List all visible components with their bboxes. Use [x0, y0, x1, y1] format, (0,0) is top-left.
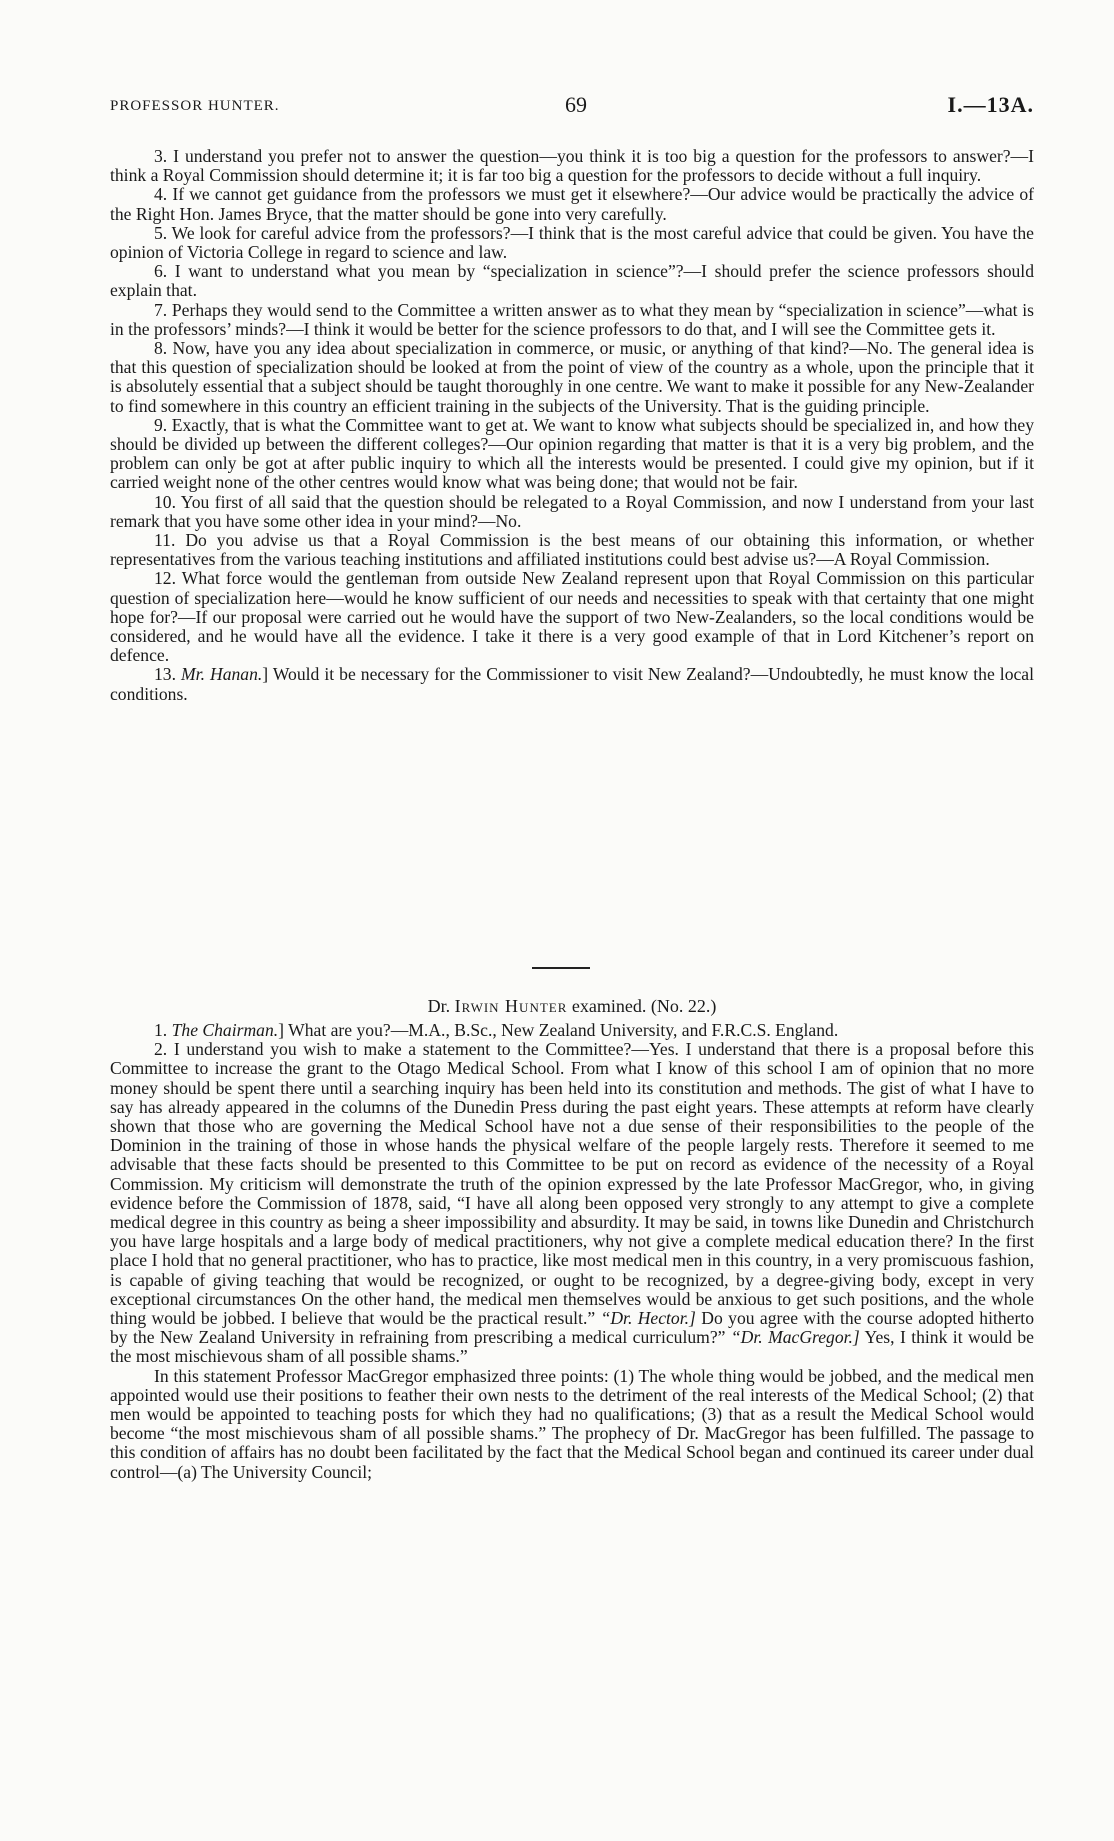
witness-heading [110, 996, 1034, 1017]
paragraph-q8: 8. Now, have you any idea about specialization in commerce, or music, or anything of that kind?—No. The general idea is that this question of specialization should be looked at from the point of view of the country as a whole, upon the principle that it is absolutely essential that a subject should be taught thoroughly in one centre. We want to make it possible for any New-Zealander to find somewhere in this country an efficient training in the subjects of the University. That is the guiding principle. [110, 338, 1034, 416]
paragraph-q7: 7. Perhaps they would send to the Committee a written answer as to what they mean by “specialization in science”—what is in the professors’ minds?—I think it would be better for the science professors to do that, and I will see the Committee gets it. [110, 299, 1034, 339]
paragraph-q2 [110, 1040, 1034, 1366]
question-text: What are you?—M.A., B.Sc., New Zealand University, and F.R.C.S. England. [288, 1020, 839, 1040]
paragraph-q9: 9. Exactly, that is what the Committee want to get at. We want to know what subjects should be specialized in, and how they should be divided up between the different colleges?—Our opinion regarding that matter is that it is a very big problem, and the problem can only be got at after public inquiry to which all the interests would be presented. I could give my opinion, but if it carried weight none of the other centres would know what was being done; that would not be fair. [110, 414, 1034, 493]
paragraph-q5: 5. We look for careful advice from the professors?—I think that is the most careful advice that could be given. You have the opinion of Victoria College in regard to science and law. [110, 222, 1034, 263]
paragraph-q13: 13. Mr. Hanan.] Would it be necessary for the Commissioner to visit New Zealand?—Undoubtedly, he must know the local conditions. [110, 664, 1035, 704]
speaker-name: The Chairman. [171, 1020, 279, 1040]
witness-title: Dr. [427, 996, 451, 1016]
witness-evidence [110, 1021, 1034, 1482]
paragraph-q12: 12. What force would the gentleman from outside New Zealand represent upon that Royal Commission on this particular question of specialization here—would he know sufficient of our needs and necessities to speak with that certainty that one might hope for?—If our proposal were carried out he would have the support of two New-Zealanders, so the local conditions would be considered, and he would have all the evidence. I take it there is a very good example of that in Lord Kitchener’s report on defence. [110, 568, 1034, 666]
evidence-continuation [110, 147, 1034, 704]
paragraph-q4: 4. If we cannot get guidance from the professors we must get it elsewhere?—Our advice would be practically the advice of the Right Hon. James Bryce, that the matter should be gone into very carefully. [110, 184, 1034, 224]
witness-name: Irwin Hunter [454, 996, 568, 1016]
paragraph-q3: 3. I understand you prefer not to answer the question—you think it is too big a question for the professors to answer?—I think a Royal Commission should determine it; it is far too big a question for the professors to decide without a full inquiry. [110, 146, 1034, 186]
question-text: Would it be necessary for the Commissioner to visit New Zealand?—Undoubtedly, he must know the local conditions. [110, 664, 1035, 704]
paragraph-q11: 11. Do you advise us that a Royal Commission is the best means of our obtaining this information, or whether representatives from the various teaching institutions and affiliated institutions could best advise us?—A Royal Commission. [110, 530, 1034, 570]
section-divider [532, 967, 590, 969]
statement-text: Do you agree with the course adopted hitherto by the New Zealand University in refraining from prescribing a medical curriculum?” [110, 1308, 1034, 1348]
paragraph-analysis: In this statement Professor MacGregor emphasized three points: (1) The whole thing would be jobbed, and the medical men appointed would use their positions to feather their own nests to the detriment of the real interests of the Medical School; (2) that men would be appointed to teaching posts for which they had no qualifications; (3) that as a result the Medical School would become “the most mischievous sham of all possible shams.” The prophecy of Dr. MacGregor has been fulfilled. The passage to this condition of affairs has no doubt been facilitated by the fact that the Medical School began and continued its career under dual control—(a) The University Council; [110, 1365, 1034, 1482]
paragraph-q1: 1. The Chairman.] What are you?—M.A., B.Sc., New Zealand University, and F.R.C.S. England. [154, 1020, 839, 1040]
document-reference: I.—13A. [947, 92, 1034, 117]
question-number: 13. [154, 664, 176, 685]
speaker-hector: “Dr. Hector.] [600, 1308, 696, 1329]
witness-examined: examined. (No. 22.) [571, 996, 717, 1016]
statement-text: Yes, I think it would be the most mischievous sham of all possible shams.” [110, 1327, 1034, 1367]
running-head: PROFESSOR HUNTER. [110, 98, 280, 114]
page-number: 69 [565, 92, 587, 117]
page-header [110, 92, 1034, 122]
question-number: 1. [154, 1020, 168, 1040]
paragraph-q10: 10. You first of all said that the question should be relegated to a Royal Commission, and now I understand from your last remark that you have some other idea in your mind?—No. [110, 491, 1034, 531]
speaker-name: Mr. Hanan. [181, 664, 263, 685]
speaker-macgregor: “Dr. MacGregor.] [730, 1327, 860, 1348]
paragraph-q6: 6. I want to understand what you mean by “specialization in science”?—I should prefer the science professors should explain that. [110, 261, 1034, 301]
statement-text: 2. I understand you wish to make a statement to the Committee?—Yes. I understand that there is a proposal before this Committee to increase the grant to the Otago Medical School. From what I know of this school I am of opinion that no more money should be spent there until a searching inquiry has been held into its constitution and methods. The gist of what I have to say has already appeared in the columns of the Dunedin Press during the past eight years. These attempts at reform have clearly shown that those who are governing the Medical School have not a due sense of their responsibilities to the people of the Dominion in the training of those in whose hands the physical welfare of the people largely rests. Therefore it seemed to me advisable that these facts should be presented to this Committee to be put on record as evidence of the necessity of a Royal Commission. My criticism will demonstrate the truth of the opinion expressed by the late Professor MacGregor, who, in giving evidence before the Commission of 1878, said, “I have all along been opposed very strongly to any attempt to give a complete medical degree in this country as being a sheer impossibility and absurdity. It may be said, in towns like Dunedin and Christchurch you have large hospitals and a large body of medical practitioners, why not give a complete medical education there? In the first place I hold that no general practitioner, who has to practice, like most medical men in this country, in a very promiscuous fashion, is capable of giving teaching that would be recognized, or ought to be recognized, by a degree-giving body, except in very exceptional circumstances On the other hand, the medical men themselves would be anxious to get such positions, and the whole thing would be jobbed. I believe that would be the practical result.” [110, 1039, 1034, 1329]
